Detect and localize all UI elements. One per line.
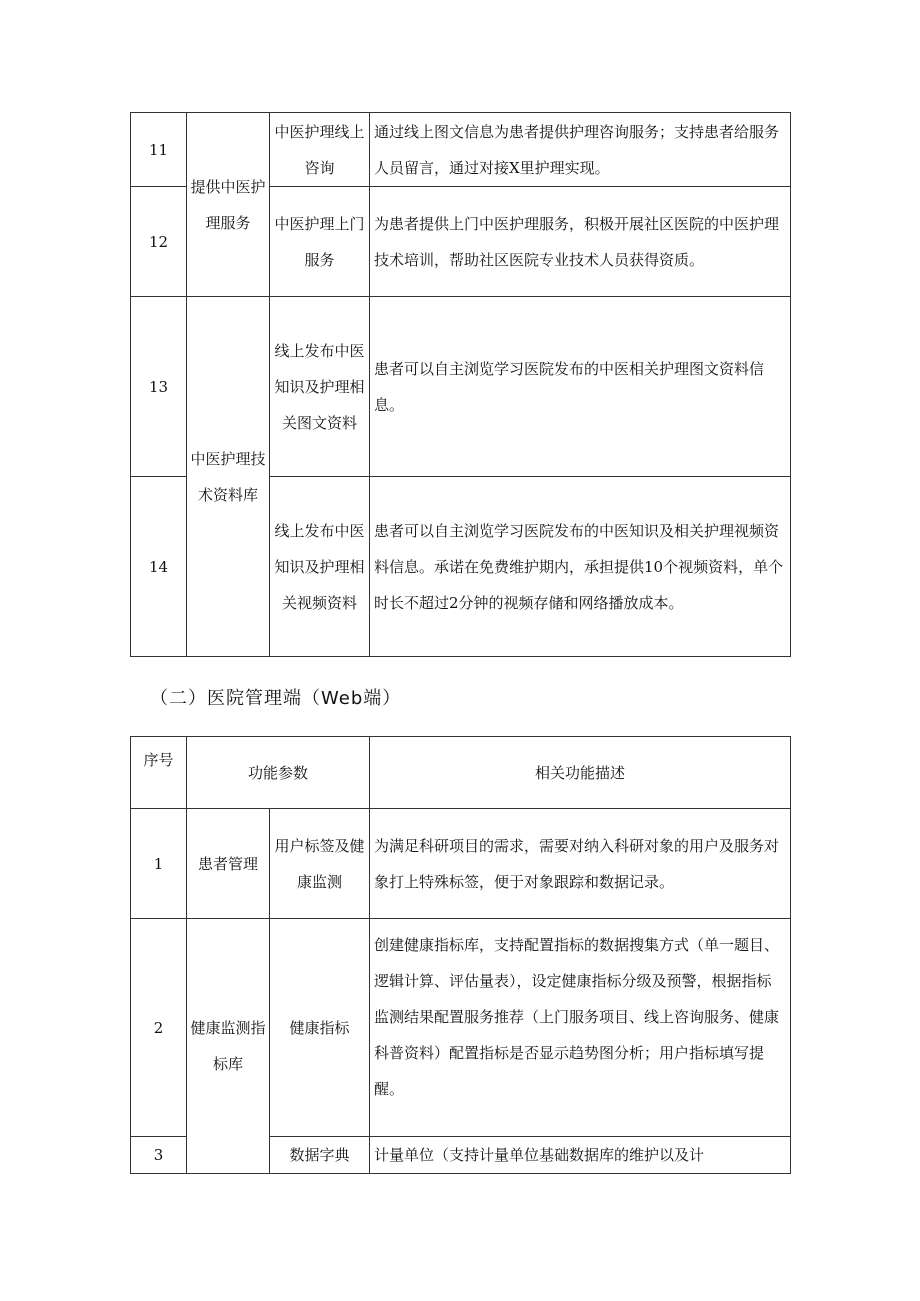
header-function: 功能参数 — [187, 737, 370, 809]
table-row — [131, 919, 791, 1137]
sub-function-cell: 中医护理上门服务 — [270, 187, 370, 297]
nursing-service-table — [130, 112, 791, 657]
table-row — [131, 809, 791, 919]
table-row — [131, 297, 791, 477]
group-cell: 提供中医护理服务 — [187, 113, 270, 297]
row-number: 3 — [131, 1137, 187, 1174]
row-number: 12 — [131, 187, 187, 297]
section-title: （二）医院管理端（Web端） — [150, 688, 402, 709]
description-cell: 创建健康指标库，支持配置指标的数据搜集方式（单一题目、逻辑计算、评估量表），设定健康指标分级及预警，根据指标监测结果配置服务推荐（上门服务项目、线上咨询服务、健康科普资料）配置指标是否显示趋势图分析；用户指标填写提醒。 — [370, 919, 791, 1137]
description-cell: 患者可以自主浏览学习医院发布的中医相关护理图文资料信息。 — [370, 297, 791, 477]
header-number: 序号 — [131, 737, 187, 809]
description-cell: 患者可以自主浏览学习医院发布的中医知识及相关护理视频资料信息。承诺在免费维护期内，承担提供10个视频资料，单个时长不超过2分钟的视频存储和网络播放成本。 — [370, 477, 791, 657]
row-number: 13 — [131, 297, 187, 477]
group-cell: 中医护理技术资料库 — [187, 297, 270, 657]
header-description: 相关功能描述 — [370, 737, 791, 809]
sub-function-cell: 健康指标 — [270, 919, 370, 1137]
sub-function-cell: 线上发布中医知识及护理相关图文资料 — [270, 297, 370, 477]
sub-function-cell: 线上发布中医知识及护理相关视频资料 — [270, 477, 370, 657]
group-cell: 健康监测指标库 — [187, 919, 270, 1174]
description-cell: 为患者提供上门中医护理服务，积极开展社区医院的中医护理技术培训，帮助社区医院专业技术人员获得资质。 — [370, 187, 791, 297]
table-row — [131, 113, 791, 187]
group-cell: 患者管理 — [187, 809, 270, 919]
description-cell: 为满足科研项目的需求，需要对纳入科研对象的用户及服务对象打上特殊标签，便于对象跟踪和数据记录。 — [370, 809, 791, 919]
hospital-management-table — [130, 736, 791, 1174]
sub-function-cell: 中医护理线上咨询 — [270, 113, 370, 187]
sub-function-cell: 数据字典 — [270, 1137, 370, 1174]
row-number: 2 — [131, 919, 187, 1137]
table-header-row — [131, 737, 791, 809]
row-number: 11 — [131, 113, 187, 187]
sub-function-cell: 用户标签及健康监测 — [270, 809, 370, 919]
row-number: 14 — [131, 477, 187, 657]
description-cell: 通过线上图文信息为患者提供护理咨询服务；支持患者给服务人员留言，通过对接X里护理实现。 — [370, 113, 791, 187]
description-cell: 计量单位（支持计量单位基础数据库的维护以及计 — [370, 1137, 791, 1174]
row-number: 1 — [131, 809, 187, 919]
